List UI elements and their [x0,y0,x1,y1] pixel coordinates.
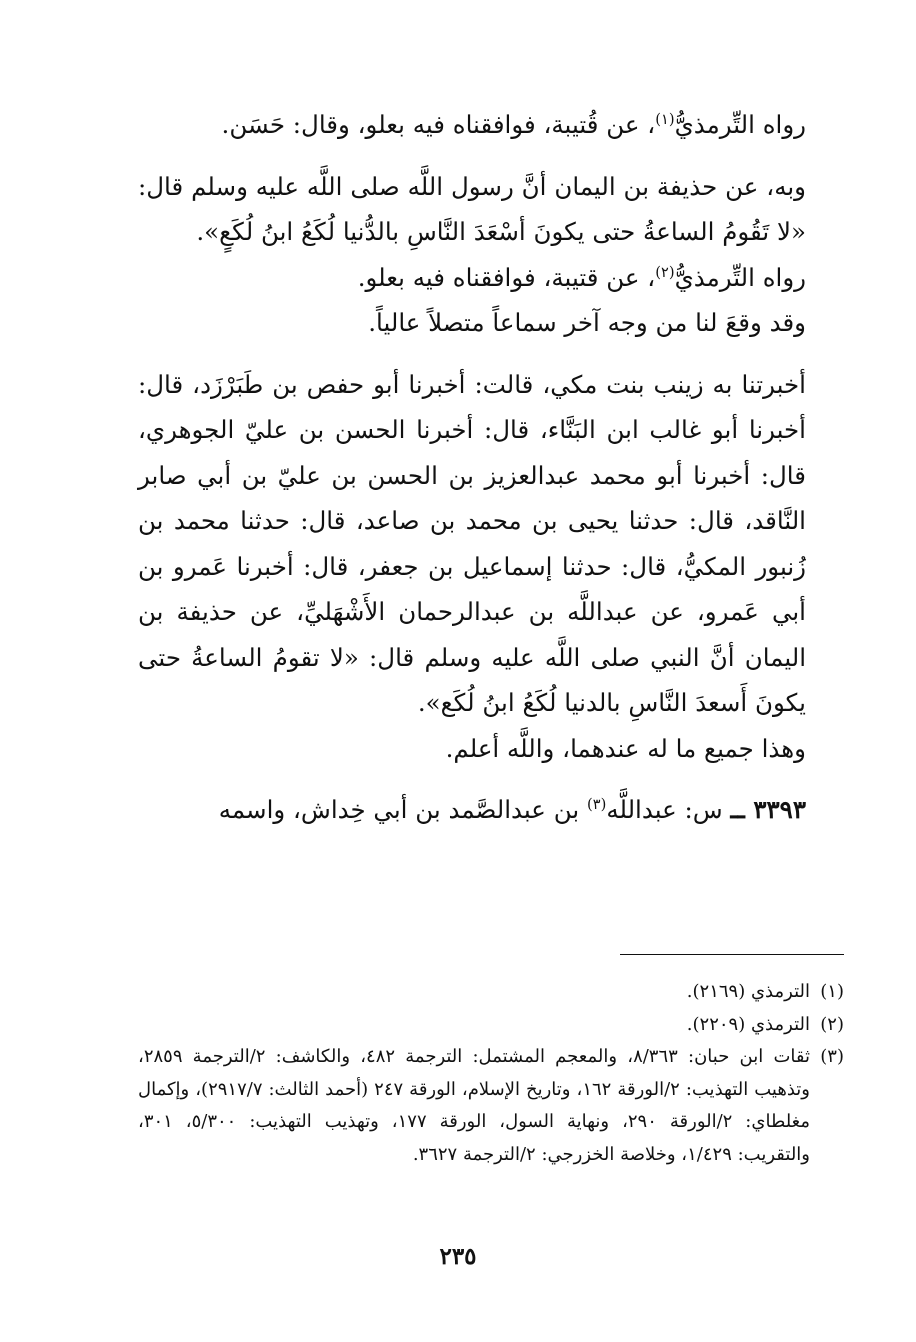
entry-heading [138,787,844,833]
entry-text-b: بن عبدالصَّمد بن أبي خِداش، واسمه [218,795,587,824]
p1-rest: ، عن قُتيبة، فوافقناه فيه بعلو، وقال: حَسَن. [221,110,656,139]
footnote-number: (٢) [820,1013,844,1035]
footnote-3 [138,1041,844,1171]
footnote-number: (١) [820,981,844,1002]
footnote-text: الترمذي (٢١٦٩). [686,981,810,1002]
entry-number: ٣٣٩٣ ــ [730,795,806,824]
paragraph-1 [138,102,844,148]
footnote-text: الترمذي (٢٢٠٩). [686,1013,810,1035]
footnote-number: (٣) [820,1046,844,1067]
p3-text: رواه التِّرمذيُّ [674,262,806,292]
footnote-ref-3[interactable]: (٣) [586,795,607,813]
p1-text: رواه التِّرمذيُّ [674,110,806,139]
footnote-2 [138,1009,844,1042]
footnote-text: ثقات ابن حبان: ٨/٣٦٣، والمعجم المشتمل: الترجمة ٤٨٢، والكاشف: ٢/الترجمة ٢٨٥٩، وتذهيب التهذيب: ٢/الورقة ١٦٢، وتاريخ الإسلام، الورقة ٢٤٧ (أحمد الثالث: ٢٩١٧/٧)، وإكمال مغلطاي: ٢/الورقة ٢٩٠، ونهاية السول، الورقة ١٧٧، وتهذيب التهذيب: ٥/٣٠٠، ٣٠١، والتقريب: ١/٤٢٩، وخلاصة الخزرجي: ٢/الترجمة ٣٦٢٧. [138,1046,810,1165]
paragraph-6: وهذا جميع ما له عندهما، واللَّه أعلم. [445,733,806,763]
paragraph-2: وبه، عن حذيفة بن اليمان أنَّ رسول اللَّه صلى اللَّه عليه وسلم قال: «لا تَقُومُ الساعةُ حتى يكونَ أسْعَدَ النَّاسِ بالدُّنيا لُكَعُ ابنُ لُكَعٍ». [138,171,806,246]
footnote-ref-2[interactable]: (٢) [655,263,675,281]
paragraph-3 [138,255,844,301]
page-number: ٢٣٥ [439,1243,477,1270]
footnote-1 [138,976,844,1009]
footnote-divider [620,954,844,955]
footnote-ref-1[interactable]: (١) [655,110,675,128]
entry-text-a: س: عبداللَّه [606,795,723,824]
paragraph-4: وقد وقعَ لنا من وجه آخر سماعاً متصلاً عالياً. [368,308,806,337]
main-text [138,102,844,833]
p3-rest: ، عن قتيبة، فوافقناه فيه بعلو. [357,262,656,292]
footnotes [138,976,844,1171]
paragraph-5: أخبرتنا به زينب بنت مكي، قالت: أخبرنا أبو حفص بن طَبَرْزَد، قال: أخبرنا أبو غالب ابن البَنَّاء، قال: أخبرنا الحسن بن عليّ الجوهري، قال: أخبرنا أبو محمد عبدالعزيز بن الحسن بن عليّ بن أبي صابر النَّاقد، قال: حدثنا يحيى بن محمد بن صاعد، قال: حدثنا محمد بن زُنبور المكيُّ، قال: حدثنا إسماعيل بن جعفر، قال: أخبرنا عَمرو بن أبي عَمرو، عن عبداللَّه بن عبدالرحمان الأَشْهَليِّ، عن حذيفة بن اليمان أنَّ النبي صلى اللَّه عليه وسلم قال: «لا تقومُ الساعةُ حتى يكونَ أَسعدَ النَّاسِ بالدنيا لُكَعُ ابنُ لُكَع». [138,369,806,717]
